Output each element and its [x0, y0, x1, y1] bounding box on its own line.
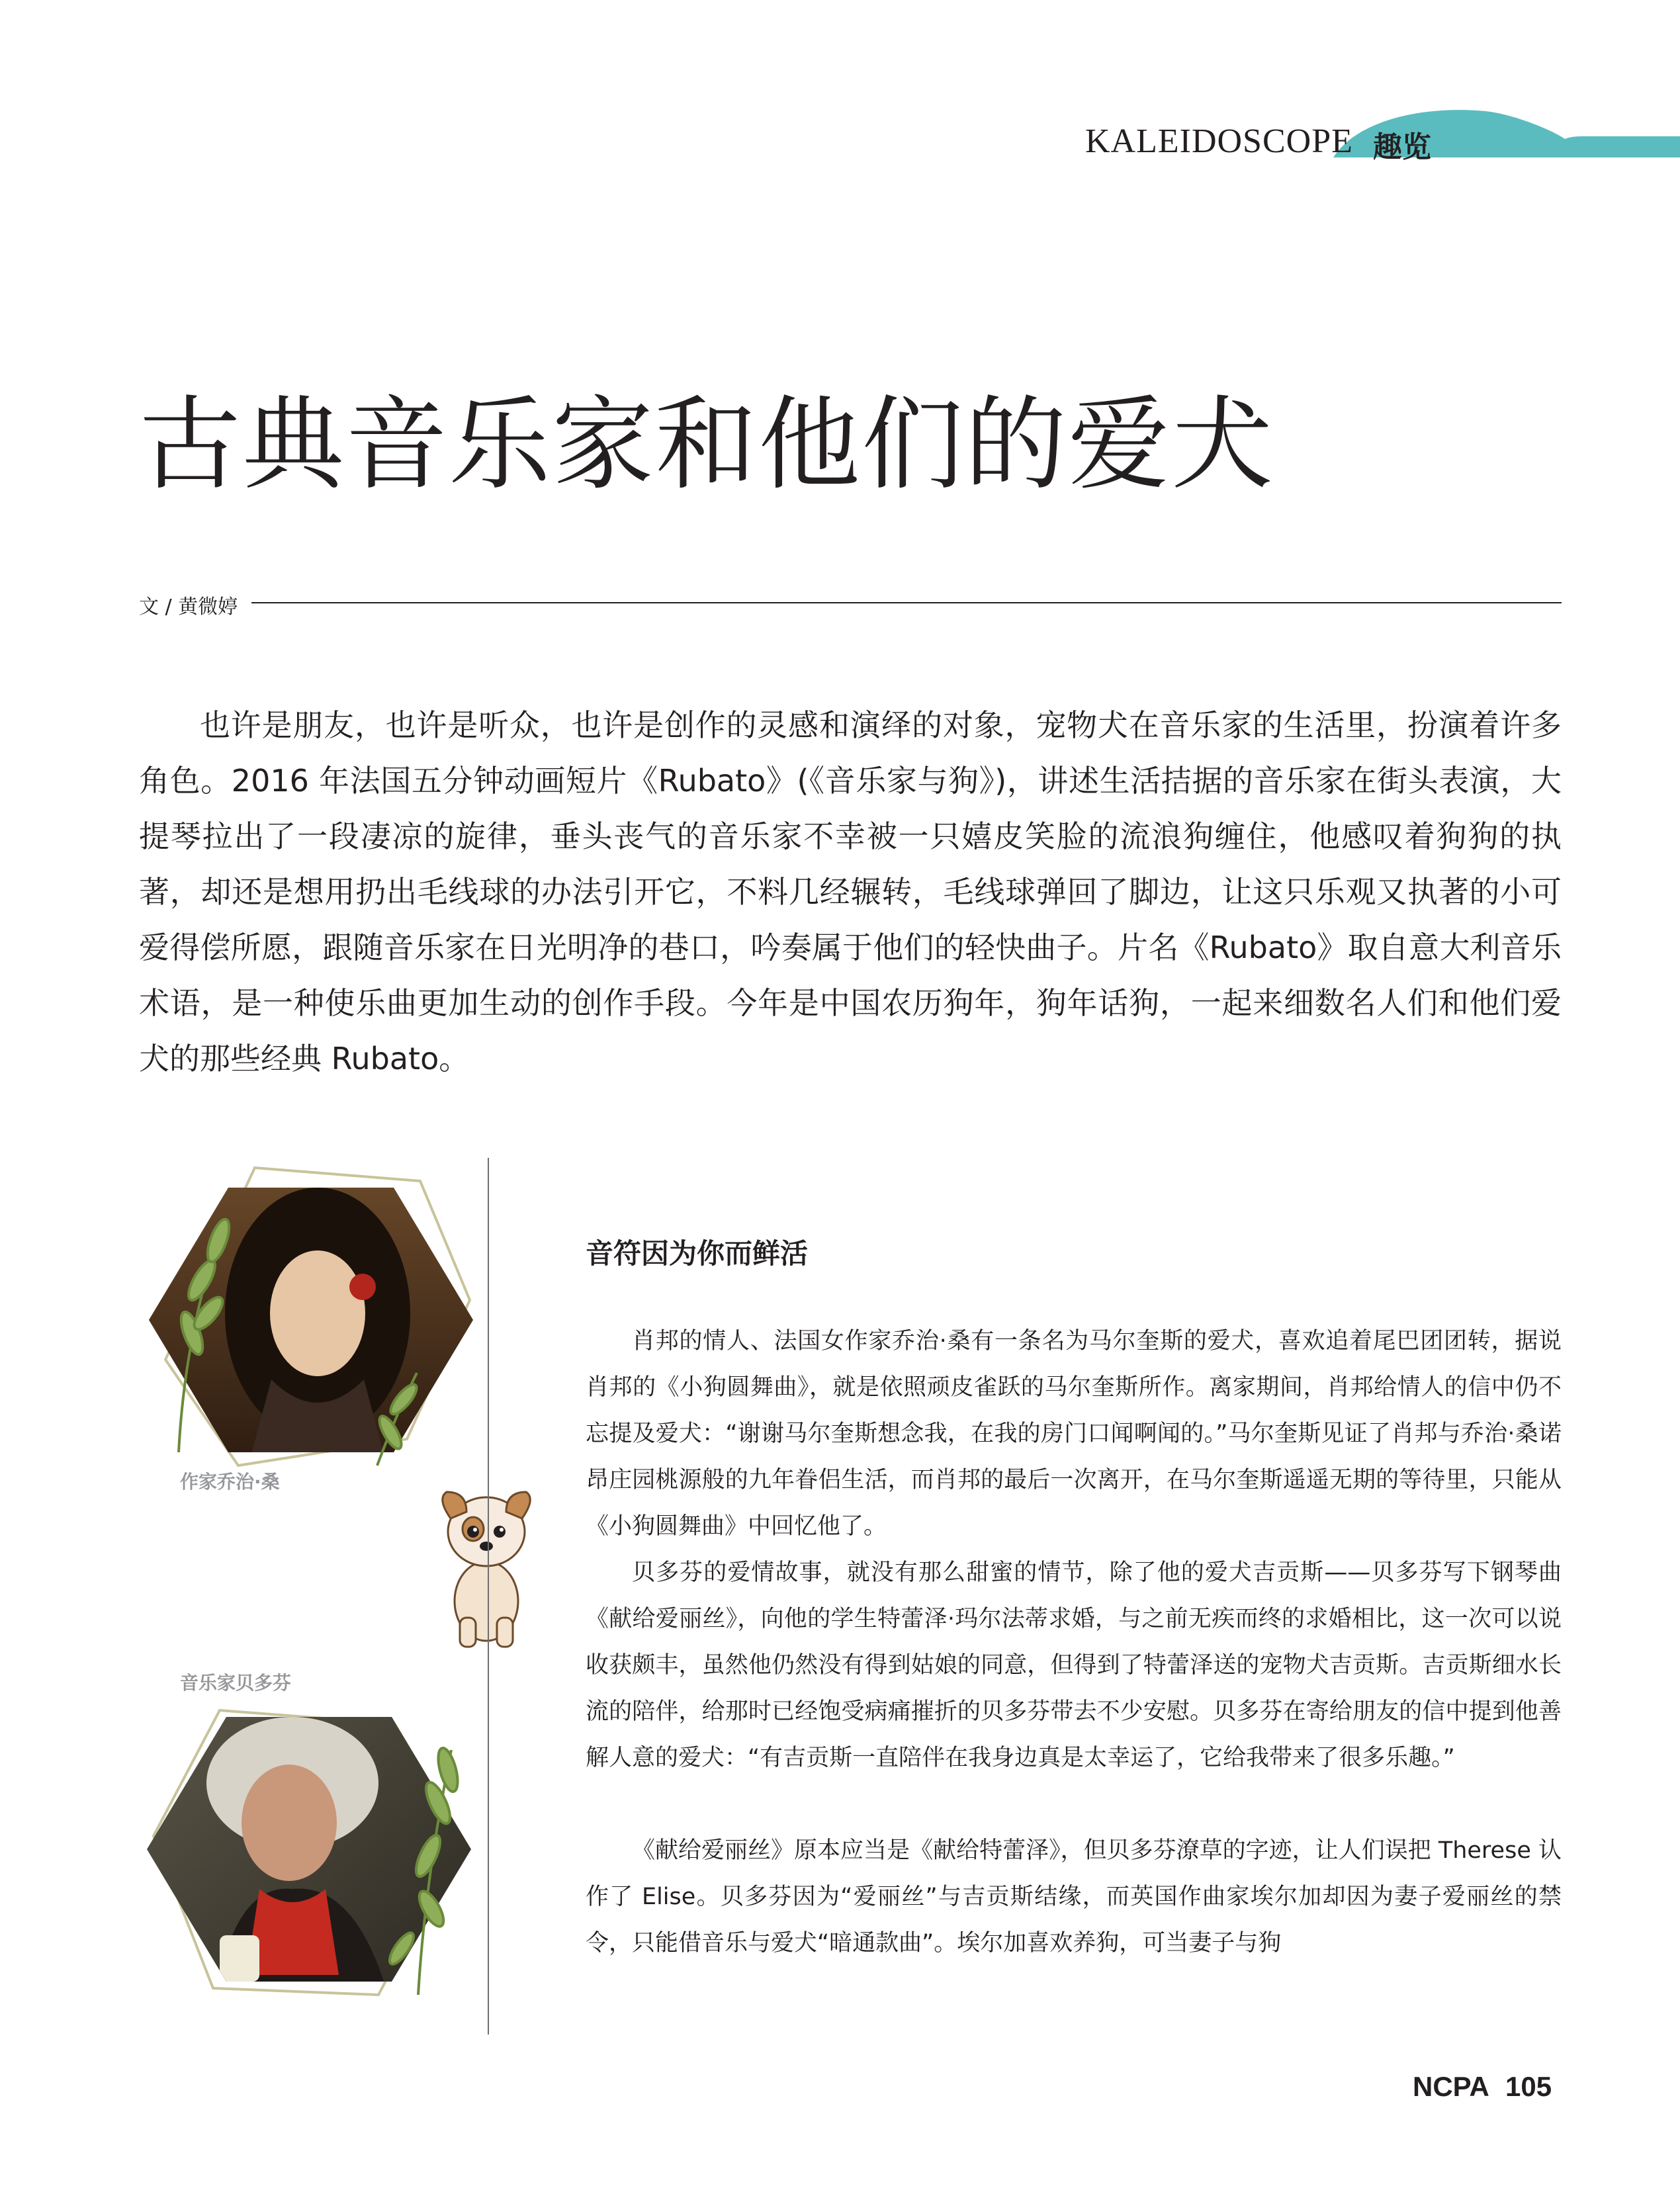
intro-paragraph: 也许是朋友，也许是听众，也许是创作的灵感和演绎的对象，宠物犬在音乐家的生活里，扮演着许多角色。2016 年法国五分钟动画短片《Rubato》(《音乐家与狗》)，讲述生活拮据的音乐家在街头表演，大提琴拉出了一段凄凉的旋律，垂头丧气的音乐家不幸被一只嬉皮笑脸的流浪狗缠住，他感叹着狗狗的执著，却还是想用扔出毛线球的办法引开它，不料几经辗转，毛线球弹回了脚边，让这只乐观又执著的小可爱得偿所愿，跟随音乐家在日光明净的巷口，吟奏属于他们的轻快曲子。片名《Rubato》取自意大利音乐术语，是一种使乐曲更加生动的创作手段。今年是中国农历狗年，狗年话狗，一起来细数名人们和他们爱犬的那些经典 Rubato。: [139, 707, 1562, 1076]
column-divider: [488, 1158, 489, 2035]
dog-illustration: [433, 1485, 539, 1651]
body-paragraph-beethoven: 贝多芬的爱情故事，就没有那么甜蜜的情节，除了他的爱犬吉贡斯——贝多芬写下钢琴曲《献给爱丽丝》，向他的学生特蕾泽·玛尔法蒂求婚，与之前无疾而终的求婚相比，这一次可以说收获颇丰，虽然他仍然没有得到姑娘的同意，但得到了特蕾泽送的宠物犬吉贡斯。吉贡斯细水长流的陪伴，给那时已经饱受病痛摧折的贝多芬带去不少安慰。贝多芬在寄给朋友的信中提到他善解人意的爱犬：“有吉贡斯一直陪伴在我身边真是太幸运了，它给我带来了很多乐趣。”: [586, 1559, 1562, 1771]
page-footer: [1413, 2071, 1552, 2103]
body-paragraph-chopin: 肖邦的情人、法国女作家乔治·桑有一条名为马尔奎斯的爱犬，喜欢追着尾巴团团转，据说肖邦的《小狗圆舞曲》，就是依照顽皮雀跃的马尔奎斯所作。离家期间，肖邦给情人的信中仍不忘提及爱犬：“谢谢马尔奎斯想念我，在我的房门口闻啊闻的。”马尔奎斯见证了肖邦与乔治·桑诺昂庄园桃源般的九年眷侣生活，而肖邦的最后一次离开，在马尔奎斯遥遥无期的等待里，只能从《小狗圆舞曲》中回忆他了。: [586, 1328, 1562, 1540]
page-number: 105: [1505, 2071, 1552, 2102]
portrait-beethoven: [140, 1697, 484, 2008]
caption-beethoven: 音乐家贝多芬: [180, 1672, 292, 1694]
section-label-zh: 趣览: [1373, 130, 1431, 164]
byline-divider: [251, 602, 1562, 603]
article-title: 古典音乐家和他们的爱犬: [139, 386, 1275, 504]
caption-george-sand: 作家乔治·桑: [180, 1471, 280, 1493]
portrait-george-sand: [139, 1161, 483, 1479]
section-heading: 音符因为你而鲜活: [586, 1237, 809, 1270]
byline: 文 / 黄微婷: [139, 595, 238, 619]
section-label-en: KALEIDOSCOPE: [1085, 122, 1353, 160]
magazine-name: NCPA: [1413, 2071, 1489, 2102]
body-paragraph-elgar: 《献给爱丽丝》原本应当是《献给特蕾泽》，但贝多芬潦草的字迹，让人们误把 Therese 认作了 Elise。贝多芬因为“爱丽丝”与吉贡斯结缘，而英国作曲家埃尔加却因为妻子爱丽丝的禁令，只能借音乐与爱犬“暗通款曲”。埃尔加喜欢养狗，可当妻子与狗: [586, 1837, 1562, 1956]
